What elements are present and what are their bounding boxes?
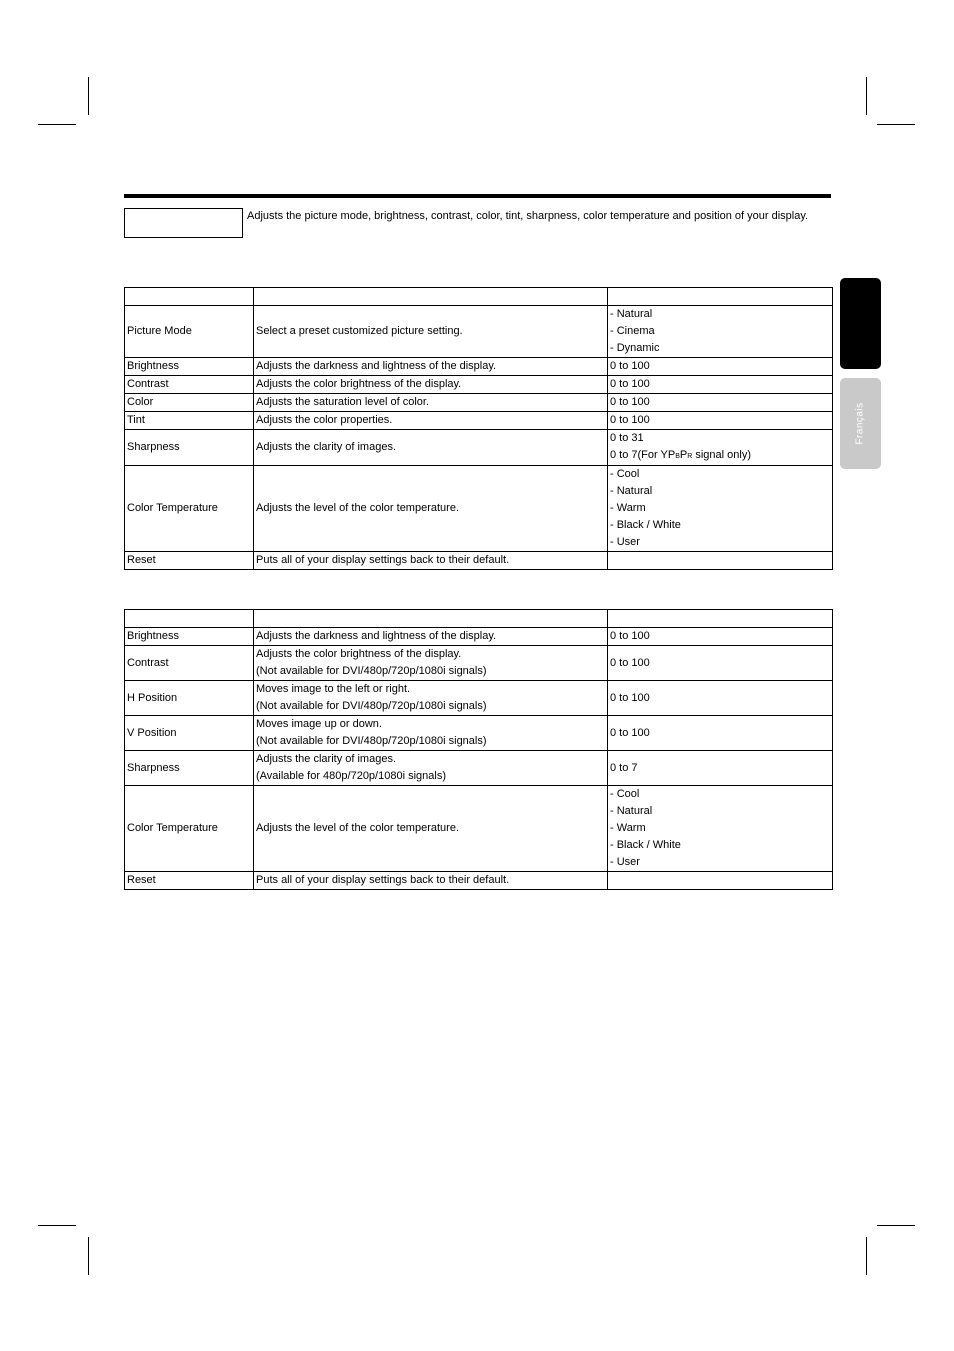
intro-text: Adjusts the picture mode, brightness, contrast, color, tint, sharpness, color temperature and position of your display. — [247, 210, 809, 222]
language-tab-active[interactable] — [840, 278, 881, 369]
setting-description: Select a preset customized picture setting. — [254, 306, 608, 358]
table-row — [125, 394, 833, 412]
setting-description: Moves image up or down. (Not available for DVI/480p/720p/1080i signals) — [254, 716, 608, 751]
crop-mark — [88, 1237, 89, 1275]
setting-values: - Cool - Natural - Warm - Black / White - User — [608, 786, 833, 872]
setting-name: Contrast — [125, 646, 254, 681]
setting-name: Brightness — [125, 628, 254, 646]
setting-name: Picture Mode — [125, 306, 254, 358]
setting-values: - Natural - Cinema - Dynamic — [608, 306, 833, 358]
section-label-box — [124, 208, 243, 238]
setting-description: Adjusts the saturation level of color. — [254, 394, 608, 412]
setting-description: Adjusts the color brightness of the display. (Not available for DVI/480p/720p/1080i signals) — [254, 646, 608, 681]
setting-values: 0 to 7 — [608, 751, 833, 786]
setting-name: Tint — [125, 412, 254, 430]
setting-name: Reset — [125, 552, 254, 570]
setting-values: 0 to 100 — [608, 412, 833, 430]
setting-description: Puts all of your display settings back to their default. — [254, 552, 608, 570]
table-row — [125, 466, 833, 552]
setting-values: 0 to 100 — [608, 681, 833, 716]
setting-name: Color — [125, 394, 254, 412]
table-row — [125, 872, 833, 890]
setting-name: Brightness — [125, 358, 254, 376]
crop-mark — [38, 1225, 76, 1226]
table-header-row — [125, 610, 833, 628]
table-row — [125, 430, 833, 466]
table-row — [125, 358, 833, 376]
setting-values — [608, 872, 833, 890]
language-tab-label: Français — [855, 402, 867, 445]
setting-values: 0 to 100 — [608, 358, 833, 376]
setting-values: 0 to 100 — [608, 376, 833, 394]
setting-values: 0 to 100 — [608, 716, 833, 751]
table-row — [125, 751, 833, 786]
crop-mark — [866, 1237, 867, 1275]
table-row — [125, 786, 833, 872]
setting-name: Reset — [125, 872, 254, 890]
table-header-row — [125, 288, 833, 306]
setting-name: Sharpness — [125, 751, 254, 786]
language-tab-french[interactable] — [840, 378, 881, 469]
setting-name: H Position — [125, 681, 254, 716]
setting-values: 0 to 31 0 to 7(For YPBPR signal only) — [608, 430, 833, 466]
table-row — [125, 412, 833, 430]
crop-mark — [88, 77, 89, 115]
setting-description: Moves image to the left or right. (Not available for DVI/480p/720p/1080i signals) — [254, 681, 608, 716]
setting-description: Adjusts the clarity of images. (Available for 480p/720p/1080i signals) — [254, 751, 608, 786]
setting-values — [608, 552, 833, 570]
crop-mark — [38, 124, 76, 125]
setting-values: 0 to 100 — [608, 394, 833, 412]
table-row — [125, 716, 833, 751]
table-row — [125, 552, 833, 570]
setting-name: V Position — [125, 716, 254, 751]
table-row — [125, 646, 833, 681]
crop-mark — [877, 124, 915, 125]
table-row — [125, 628, 833, 646]
table-row — [125, 681, 833, 716]
crop-mark — [877, 1225, 915, 1226]
table-row — [125, 306, 833, 358]
setting-description: Adjusts the level of the color temperature. — [254, 786, 608, 872]
setting-values: 0 to 100 — [608, 628, 833, 646]
top-rule — [124, 194, 831, 198]
settings-table-2 — [124, 609, 833, 890]
setting-name: Color Temperature — [125, 786, 254, 872]
setting-name: Color Temperature — [125, 466, 254, 552]
setting-values: - Cool - Natural - Warm - Black / White - User — [608, 466, 833, 552]
setting-description: Adjusts the darkness and lightness of the display. — [254, 358, 608, 376]
crop-mark — [866, 77, 867, 115]
setting-name: Sharpness — [125, 430, 254, 466]
setting-description: Adjusts the color properties. — [254, 412, 608, 430]
table-row — [125, 376, 833, 394]
setting-description: Adjusts the level of the color temperature. — [254, 466, 608, 552]
settings-table-1 — [124, 287, 833, 570]
setting-description: Adjusts the clarity of images. — [254, 430, 608, 466]
setting-description: Adjusts the darkness and lightness of the display. — [254, 628, 608, 646]
setting-description: Adjusts the color brightness of the display. — [254, 376, 608, 394]
setting-description: Puts all of your display settings back to their default. — [254, 872, 608, 890]
setting-name: Contrast — [125, 376, 254, 394]
setting-values: 0 to 100 — [608, 646, 833, 681]
